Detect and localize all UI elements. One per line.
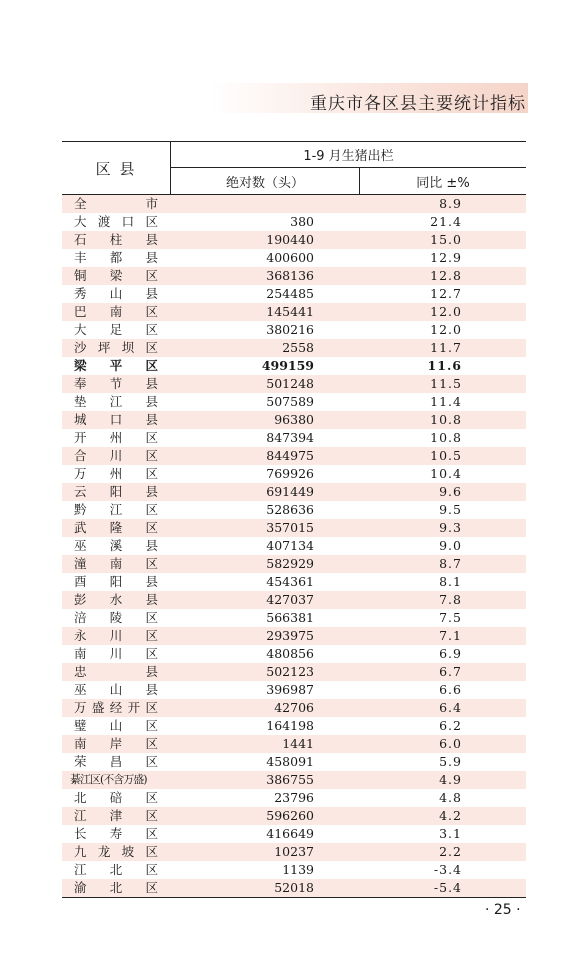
table-row: [62, 573, 526, 591]
statistics-table: [62, 141, 526, 898]
table-row: [62, 429, 526, 447]
yoy-value: 4.9: [439, 772, 462, 787]
yoy-value: 6.9: [439, 646, 462, 661]
yoy-value: 12.0: [430, 322, 462, 337]
table-row: [62, 699, 526, 717]
table-header: [62, 141, 526, 195]
region-name: 沙 坪 坝 区: [74, 340, 158, 355]
yoy-value: 9.6: [439, 484, 462, 499]
table-row: [62, 213, 526, 231]
page-title: 重庆市各区县主要统计指标: [310, 94, 526, 114]
region-name: 永 川 区: [74, 628, 158, 643]
yoy-value: 6.4: [439, 700, 462, 715]
absolute-value: 691449: [266, 484, 314, 499]
yoy-value: 10.5: [430, 448, 462, 463]
yoy-value: 12.0: [430, 304, 462, 319]
table-row: [62, 483, 526, 501]
table-row: [62, 321, 526, 339]
table-row: [62, 339, 526, 357]
region-name: 全 市: [74, 196, 158, 211]
table-row: [62, 249, 526, 267]
absolute-value: 52018: [274, 880, 314, 895]
absolute-value: 368136: [266, 268, 314, 283]
region-name: 万 盛 经 开 区: [74, 700, 158, 715]
region-name: 南 川 区: [74, 646, 158, 661]
yoy-value: 21.4: [430, 214, 462, 229]
table-row: [62, 285, 526, 303]
yoy-value: 11.6: [427, 358, 462, 373]
yoy-value: 4.2: [439, 808, 462, 823]
yoy-value: -5.4: [433, 880, 462, 895]
page-number: · 25 ·: [485, 902, 521, 918]
region-name: 巫 山 县: [74, 682, 158, 697]
header-absolute: 绝对数（头）: [171, 168, 360, 194]
yoy-value: 4.8: [439, 790, 462, 805]
region-name: 合 川 区: [74, 448, 158, 463]
yoy-value: 6.2: [439, 718, 462, 733]
region-name: 武 隆 区: [74, 520, 158, 535]
absolute-value: 42706: [274, 700, 314, 715]
absolute-value: 507589: [266, 394, 314, 409]
yoy-value: 7.5: [439, 610, 462, 625]
absolute-value: 769926: [266, 466, 314, 481]
table-row: [62, 771, 526, 789]
table-body: [62, 195, 526, 898]
region-name: 九 龙 坡 区: [74, 844, 158, 859]
table-row: [62, 519, 526, 537]
region-name: 巫 溪 县: [74, 538, 158, 553]
absolute-value: 254485: [266, 286, 314, 301]
header-hog-slaughter: 1-9 月生猪出栏: [171, 142, 526, 168]
yoy-value: 10.8: [430, 430, 462, 445]
table-row: [62, 681, 526, 699]
table-row: [62, 231, 526, 249]
yoy-value: 7.8: [439, 592, 462, 607]
table-row: [62, 843, 526, 861]
region-name: 开 州 区: [74, 430, 158, 445]
region-name: 大 渡 口 区: [74, 214, 158, 229]
absolute-value: 847394: [266, 430, 314, 445]
absolute-value: 380: [290, 214, 314, 229]
absolute-value: 386755: [266, 772, 314, 787]
absolute-value: 499159: [261, 358, 314, 373]
absolute-value: 596260: [266, 808, 314, 823]
region-name: 彭 水 县: [74, 592, 158, 607]
yoy-value: 9.3: [439, 520, 462, 535]
region-name: 忠 县: [74, 664, 158, 679]
absolute-value: 164198: [266, 718, 314, 733]
region-name: 涪 陵 区: [74, 610, 158, 625]
table-row: [62, 825, 526, 843]
table-row: [62, 735, 526, 753]
absolute-value: 293975: [266, 628, 314, 643]
yoy-value: 3.1: [439, 826, 462, 841]
region-name: 綦江区(不含万盛): [70, 773, 147, 786]
header-yoy: 同比 ±%: [416, 175, 470, 191]
absolute-value: 10237: [274, 844, 314, 859]
table-row: [62, 357, 526, 375]
yoy-value: 2.2: [439, 844, 462, 859]
region-name: 渝 北 区: [74, 880, 158, 895]
table-row: [62, 465, 526, 483]
region-name: 梁 平 区: [74, 358, 158, 373]
yoy-value: 9.5: [439, 502, 462, 517]
region-name: 江 北 区: [74, 862, 158, 877]
absolute-value: 501248: [266, 376, 314, 391]
region-name: 北 碚 区: [74, 790, 158, 805]
region-name: 铜 梁 区: [74, 268, 158, 283]
table-row: [62, 645, 526, 663]
table-row: [62, 609, 526, 627]
table-row: [62, 303, 526, 321]
absolute-value: 844975: [266, 448, 314, 463]
yoy-value: 11.4: [430, 394, 462, 409]
region-name: 黔 江 区: [74, 502, 158, 517]
header-region: 区 县: [62, 142, 171, 194]
table-row: [62, 591, 526, 609]
yoy-value: 11.5: [430, 376, 462, 391]
region-name: 大 足 区: [74, 322, 158, 337]
yoy-value: 15.0: [430, 232, 462, 247]
table-row: [62, 555, 526, 573]
region-name: 云 阳 县: [74, 484, 158, 499]
yoy-value: 9.0: [439, 538, 462, 553]
table-row: [62, 753, 526, 771]
absolute-value: 480856: [266, 646, 314, 661]
table-row: [62, 663, 526, 681]
absolute-value: 400600: [266, 250, 314, 265]
table-row: [62, 375, 526, 393]
table-row: [62, 447, 526, 465]
table-row: [62, 627, 526, 645]
table-row: [62, 879, 526, 897]
region-name: 潼 南 区: [74, 556, 158, 571]
region-name: 南 岸 区: [74, 736, 158, 751]
yoy-value: 8.1: [439, 574, 462, 589]
table-row: [62, 789, 526, 807]
region-name: 城 口 县: [74, 412, 158, 427]
region-name: 奉 节 县: [74, 376, 158, 391]
table-row: [62, 411, 526, 429]
table-row: [62, 807, 526, 825]
table-row: [62, 501, 526, 519]
yoy-value: 8.7: [439, 556, 462, 571]
absolute-value: 380216: [266, 322, 314, 337]
absolute-value: 1441: [282, 736, 314, 751]
yoy-value: 8.9: [439, 196, 462, 211]
yoy-value: 6.7: [439, 664, 462, 679]
yoy-value: 10.8: [430, 412, 462, 427]
absolute-value: 427037: [266, 592, 314, 607]
table-row: [62, 861, 526, 879]
yoy-value: 12.9: [430, 250, 462, 265]
absolute-value: 145441: [266, 304, 314, 319]
yoy-value: 7.1: [439, 628, 462, 643]
yoy-value: 12.8: [430, 268, 462, 283]
region-name: 酉 阳 县: [74, 574, 158, 589]
region-name: 秀 山 县: [74, 286, 158, 301]
region-name: 巴 南 区: [74, 304, 158, 319]
absolute-value: 458091: [266, 754, 314, 769]
table-row: [62, 195, 526, 213]
region-name: 万 州 区: [74, 466, 158, 481]
yoy-value: 11.7: [430, 340, 462, 355]
region-name: 丰 都 县: [74, 250, 158, 265]
absolute-value: 357015: [266, 520, 314, 535]
absolute-value: 454361: [266, 574, 314, 589]
absolute-value: 502123: [266, 664, 314, 679]
yoy-value: 12.7: [430, 286, 462, 301]
table-row: [62, 717, 526, 735]
absolute-value: 566381: [266, 610, 314, 625]
absolute-value: 582929: [266, 556, 314, 571]
table-row: [62, 267, 526, 285]
absolute-value: 416649: [266, 826, 314, 841]
absolute-value: 528636: [266, 502, 314, 517]
absolute-value: 1139: [282, 862, 314, 877]
region-name: 石 柱 县: [74, 232, 158, 247]
yoy-value: 6.6: [439, 682, 462, 697]
yoy-value: 6.0: [439, 736, 462, 751]
yoy-value: 5.9: [439, 754, 462, 769]
absolute-value: 190440: [266, 232, 314, 247]
table-row: [62, 393, 526, 411]
absolute-value: 396987: [266, 682, 314, 697]
region-name: 垫 江 县: [74, 394, 158, 409]
yoy-value: -3.4: [433, 862, 462, 877]
table-row: [62, 537, 526, 555]
absolute-value: 23796: [274, 790, 314, 805]
region-name: 江 津 区: [74, 808, 158, 823]
region-name: 璧 山 区: [74, 718, 158, 733]
region-name: 荣 昌 区: [74, 754, 158, 769]
yoy-value: 10.4: [430, 466, 462, 481]
absolute-value: 407134: [266, 538, 314, 553]
absolute-value: 2558: [282, 340, 314, 355]
absolute-value: 96380: [274, 412, 314, 427]
region-name: 长 寿 区: [74, 826, 158, 841]
